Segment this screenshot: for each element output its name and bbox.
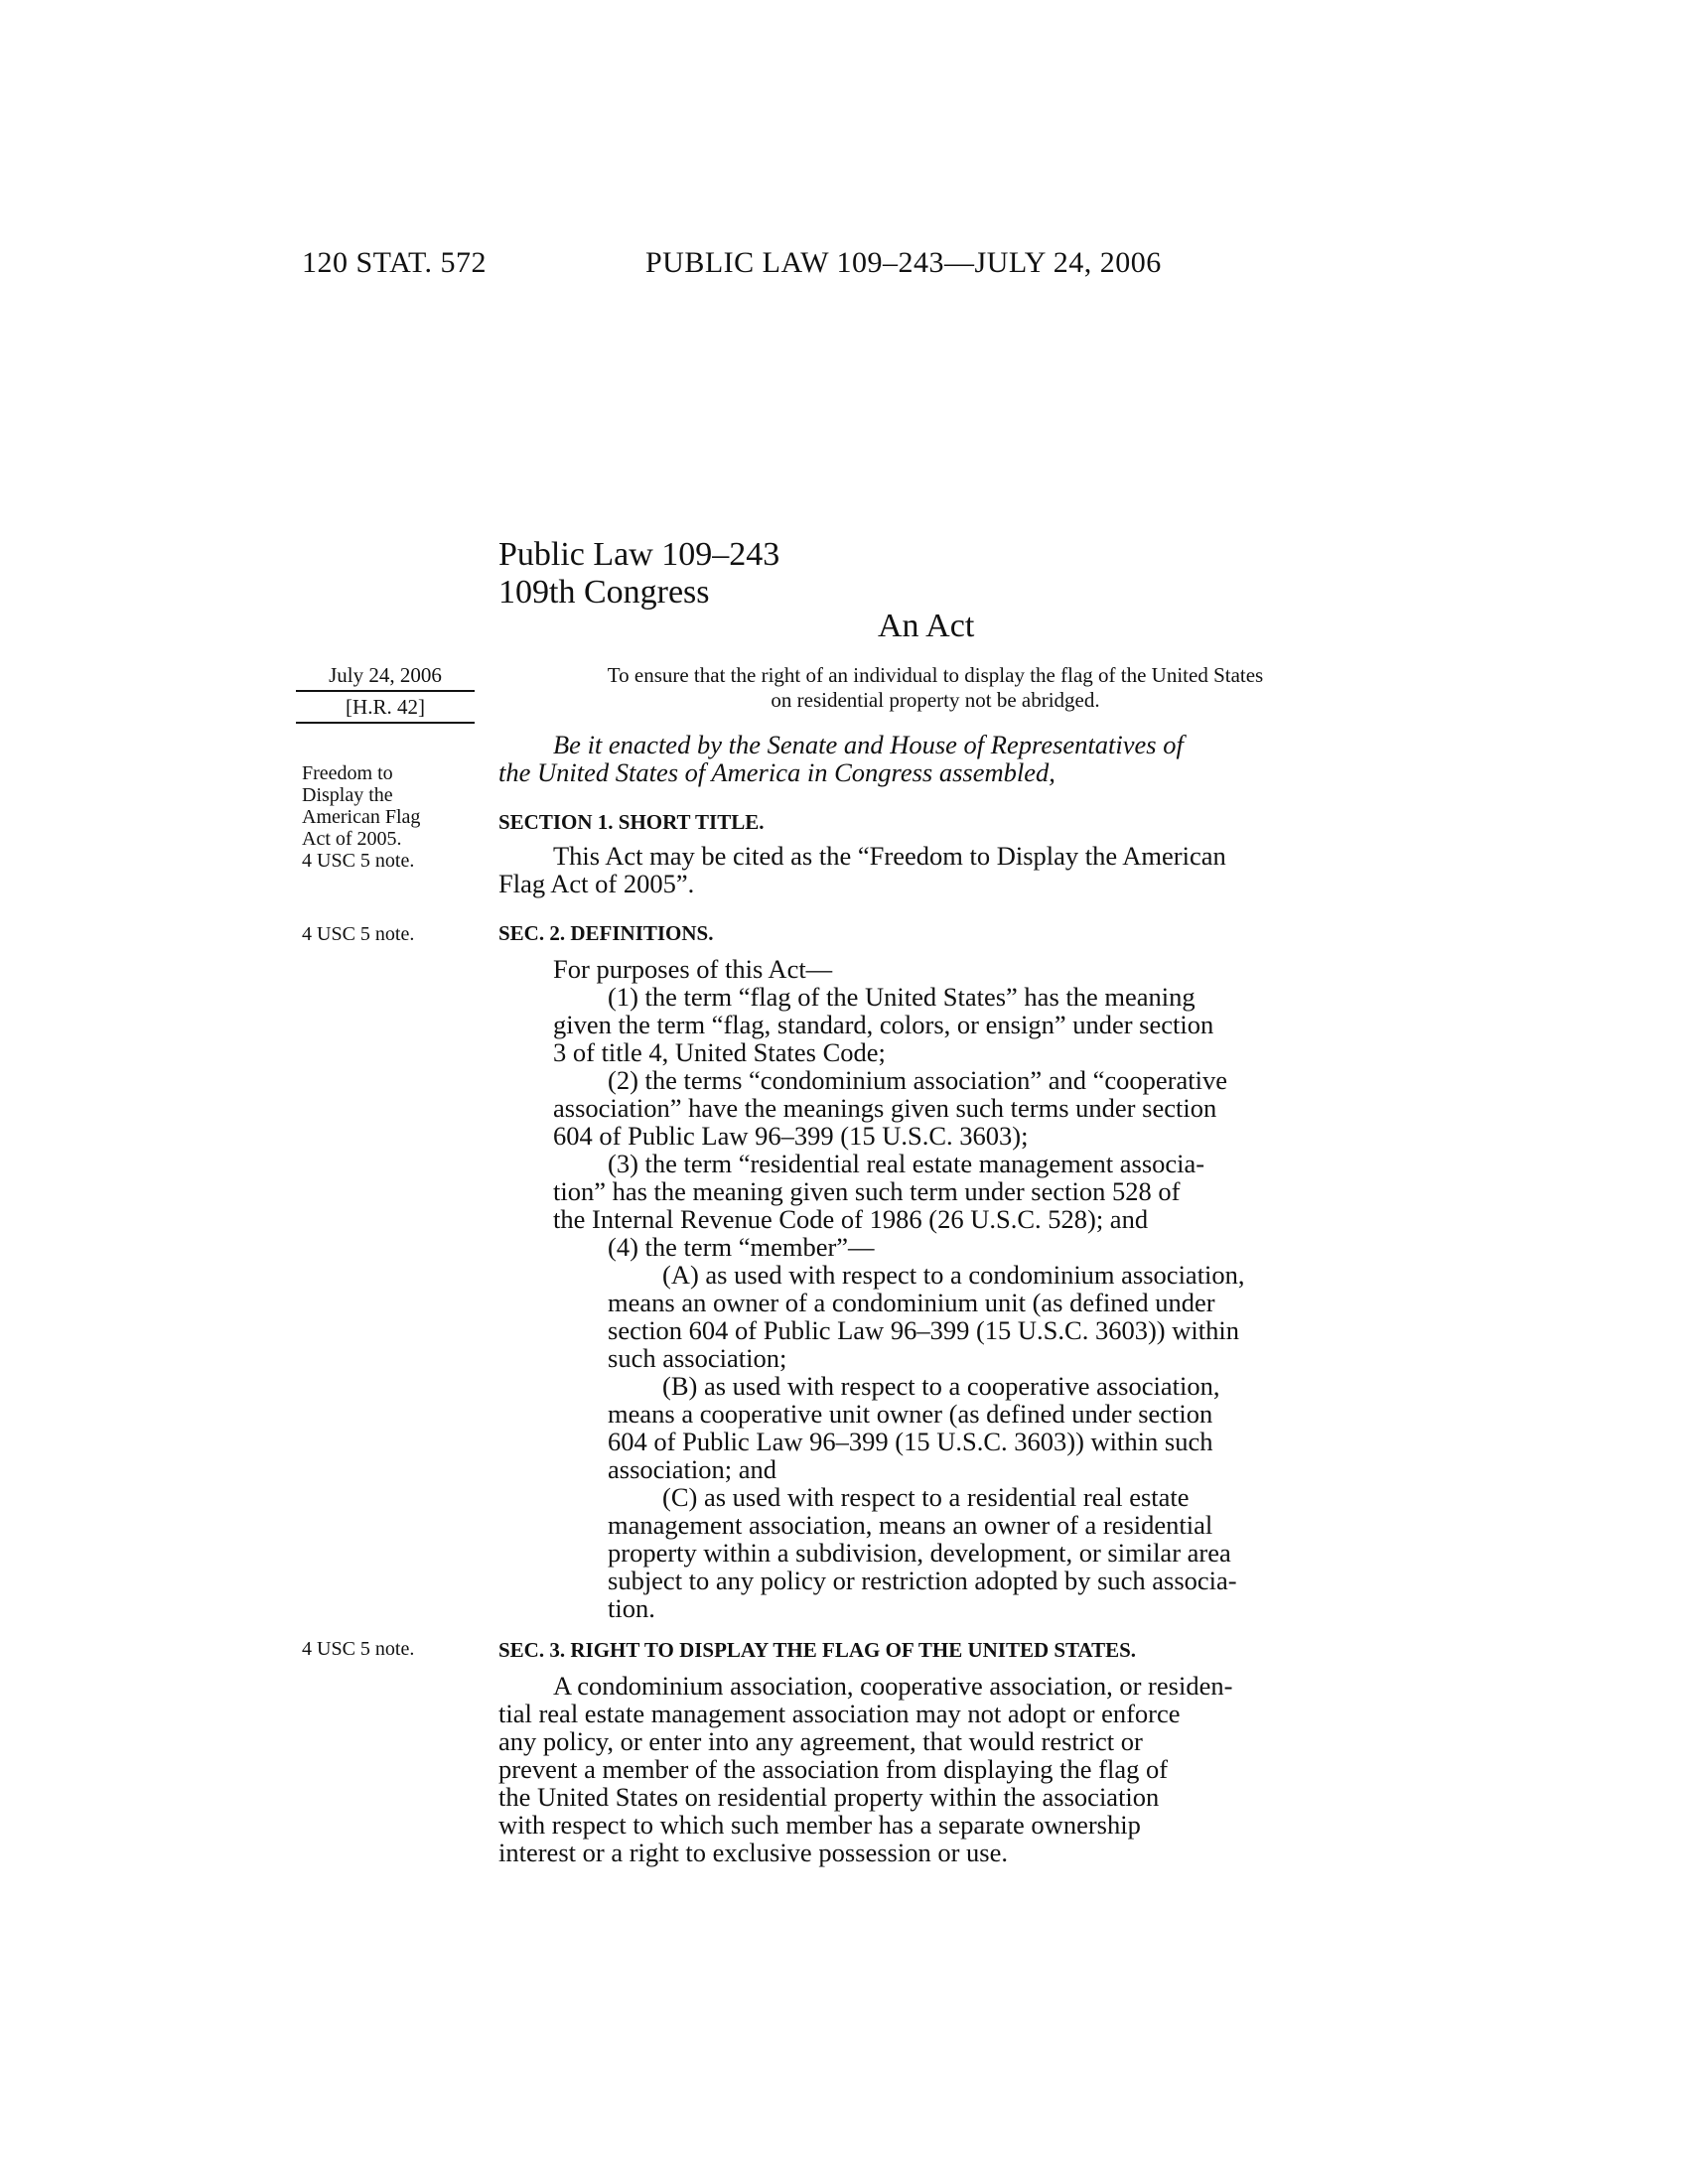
text-line: (A) as used with respect to a condominium association,: [662, 1260, 1245, 1290]
bill-number: [H.R. 42]: [346, 695, 425, 719]
sec3-margin-note: 4 USC 5 note.: [302, 1638, 415, 1660]
section-1-heading: SECTION 1. SHORT TITLE.: [498, 810, 765, 834]
margin-note-line: American Flag: [302, 806, 421, 828]
text-line: (1) the term “flag of the United States” has the meaning: [608, 982, 1196, 1012]
short-title-margin-note: [302, 762, 451, 872]
congress-number: 109th Congress: [498, 574, 710, 611]
text-line: A condominium association, cooperative association, or residen-: [553, 1671, 1233, 1701]
text-line: (4) the term “member”—: [608, 1232, 875, 1262]
text-line: the United States on residential property within the association: [498, 1782, 1160, 1812]
definitions-intro: For purposes of this Act—: [553, 954, 833, 984]
text-line: prevent a member of the association from displaying the flag of: [498, 1754, 1169, 1784]
text-line: the Internal Revenue Code of 1986 (26 U.S.C. 528); and: [553, 1204, 1149, 1234]
section-3-text: [498, 1672, 1366, 1866]
act-purpose: [498, 663, 1372, 713]
margin-note-line: Freedom to: [302, 762, 393, 784]
date-divider: [296, 690, 475, 692]
text-line: 604 of Public Law 96–399 (15 U.S.C. 3603)) within such: [608, 1427, 1213, 1456]
bill-divider: [296, 722, 475, 724]
text-line: association” have the meanings given such terms under section: [553, 1093, 1217, 1123]
enacting-clause: [498, 731, 1366, 786]
purpose-line: To ensure that the right of an individual to display the flag of the United States: [607, 663, 1264, 687]
text-line: such association;: [608, 1343, 787, 1373]
text-line: subject to any policy or restriction adopted by such associa-: [608, 1566, 1237, 1595]
section-3-heading: SEC. 3. RIGHT TO DISPLAY THE FLAG OF THE UNITED STATES.: [498, 1638, 1137, 1662]
enacting-line: Be it enacted by the Senate and House of Representatives of: [553, 730, 1184, 759]
text-line: tial real estate management association may not adopt or enforce: [498, 1699, 1181, 1728]
page-reference: 120 STAT. 572: [302, 246, 488, 279]
section-1-text: [498, 842, 1366, 897]
enactment-date: July 24, 2006: [329, 663, 442, 687]
text-line: tion” has the meaning given such term under section 528 of: [553, 1176, 1181, 1206]
margin-note-line: 4 USC 5 note.: [302, 850, 415, 872]
text-line: with respect to which such member has a separate ownership: [498, 1810, 1141, 1840]
text-line: This Act may be cited as the “Freedom to Display the American: [553, 841, 1226, 871]
text-line: interest or a right to exclusive possession or use.: [498, 1838, 1008, 1867]
text-line: (3) the term “residential real estate management associa-: [608, 1149, 1205, 1178]
text-line: given the term “flag, standard, colors, or ensign” under section: [553, 1010, 1214, 1039]
text-line: tion.: [608, 1593, 655, 1623]
text-line: means an owner of a condominium unit (as defined under: [608, 1288, 1215, 1317]
text-line: any policy, or enter into any agreement, that would restrict or: [498, 1726, 1143, 1756]
public-law-number: Public Law 109–243: [498, 536, 780, 573]
text-line: management association, means an owner of a residential: [608, 1510, 1213, 1540]
margin-note-line: Display the: [302, 784, 393, 806]
text-line: (C) as used with respect to a residential real estate: [662, 1482, 1190, 1512]
text-line: association; and: [608, 1454, 776, 1484]
text-line: property within a subdivision, development, or similar area: [608, 1538, 1231, 1568]
purpose-line: on residential property not be abridged.: [771, 688, 1100, 712]
text-line: (B) as used with respect to a cooperative association,: [662, 1371, 1220, 1401]
an-act-heading: An Act: [878, 608, 975, 644]
text-line: 3 of title 4, United States Code;: [553, 1037, 886, 1067]
margin-note-line: Act of 2005.: [302, 828, 402, 850]
running-title: PUBLIC LAW 109–243—JULY 24, 2006: [645, 246, 1162, 279]
text-line: section 604 of Public Law 96–399 (15 U.S.C. 3603)) within: [608, 1315, 1239, 1345]
text-line: (2) the terms “condominium association” and “cooperative: [608, 1065, 1228, 1095]
text-line: Flag Act of 2005”.: [498, 869, 695, 898]
text-line: means a cooperative unit owner (as defined under section: [608, 1399, 1213, 1429]
section-2-heading: SEC. 2. DEFINITIONS.: [498, 921, 714, 945]
enactment-date-block: [296, 663, 475, 727]
sec2-margin-note: 4 USC 5 note.: [302, 923, 415, 945]
text-line: 604 of Public Law 96–399 (15 U.S.C. 3603);: [553, 1121, 1029, 1151]
enacting-line: the United States of America in Congress assembled,: [498, 757, 1055, 787]
section-2-text: [498, 955, 1366, 1622]
